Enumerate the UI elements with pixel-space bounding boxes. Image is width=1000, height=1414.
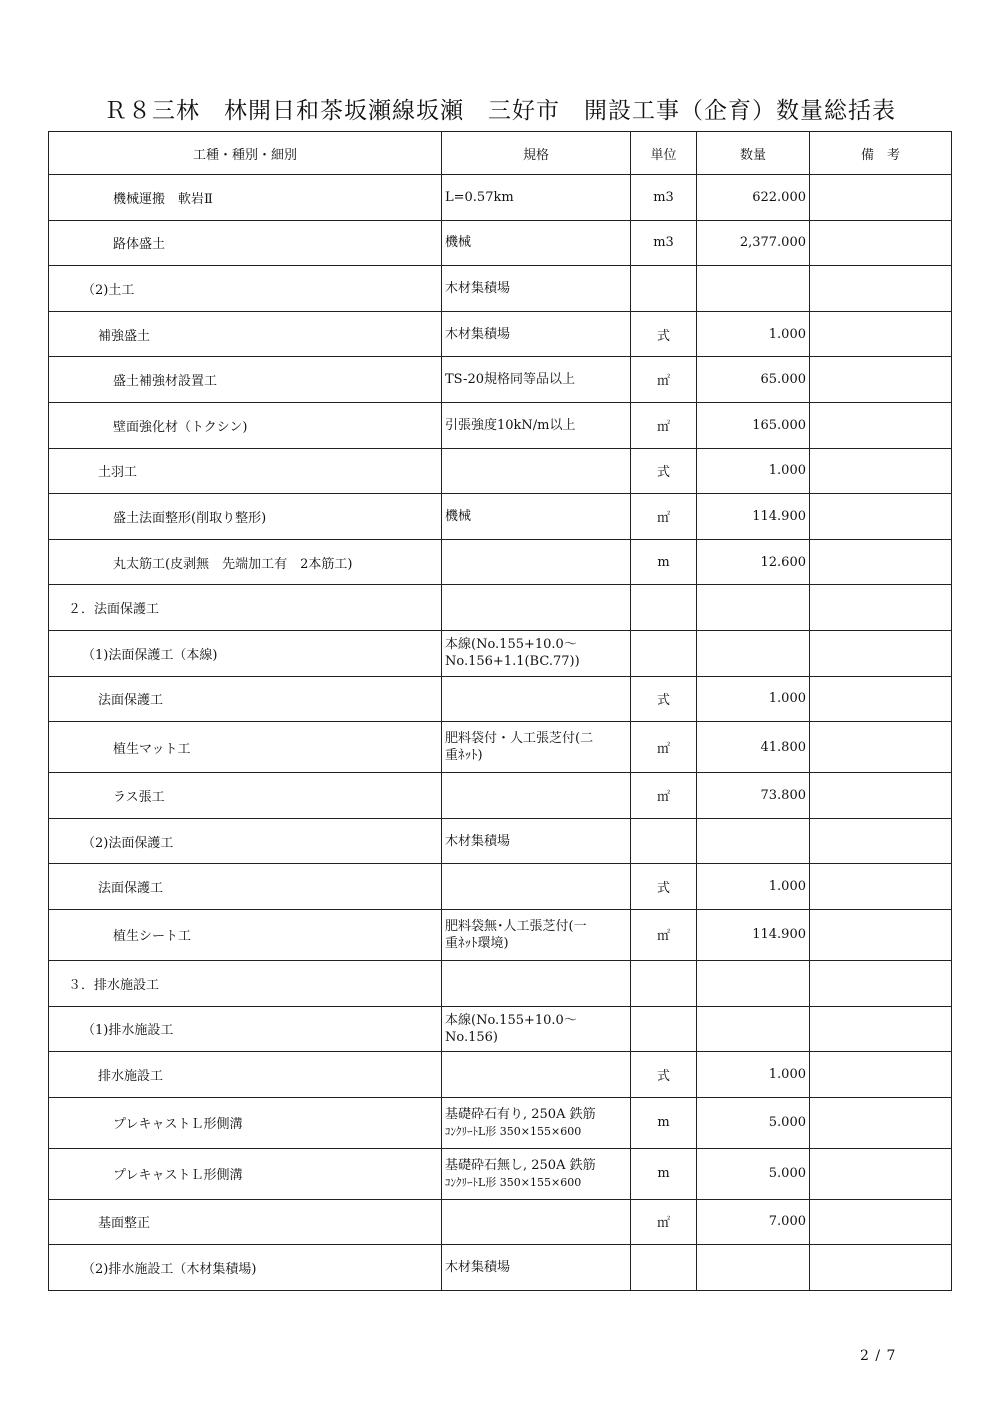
table-row [49,960,952,1006]
cell-name: 法面保護工 [49,676,442,722]
cell-note [810,1245,952,1291]
header-note: 備 考 [810,132,952,175]
header-spec: 規格 [442,132,631,175]
cell-unit [631,585,697,631]
cell-unit: ㎡ [631,357,697,403]
cell-name: 機械運搬 軟岩Ⅱ [49,175,442,221]
cell-quantity [697,585,810,631]
cell-spec [442,1245,631,1291]
cell-quantity: 7.000 [697,1199,810,1245]
cell-note [810,220,952,266]
cell-spec [442,175,631,221]
cell-note [810,1148,952,1199]
cell-quantity: 165.000 [697,402,810,448]
table-row [49,630,952,676]
table-row [49,175,952,221]
cell-note [810,864,952,910]
cell-spec [442,266,631,312]
cell-name: 植生シート工 [49,909,442,960]
cell-unit [631,266,697,312]
cell-note [810,448,952,494]
table-row [49,1199,952,1245]
cell-unit: 式 [631,448,697,494]
cell-quantity: 65.000 [697,357,810,403]
cell-spec-line2: 重ﾈｯﾄ) [445,748,483,764]
cell-quantity: 1.000 [697,864,810,910]
cell-name: （1)法面保護工（本線) [49,630,442,676]
cell-name: ラス張工 [49,773,442,819]
cell-spec-line2: No.156) [445,1029,498,1045]
cell-note [810,676,952,722]
table-row [49,357,952,403]
cell-unit: 式 [631,864,697,910]
page-title: Ｒ８三林 林開日和茶坂瀬線坂瀬 三好市 開設工事（企育）数量総括表 [104,98,896,124]
cell-spec [442,1097,631,1148]
cell-note [810,960,952,1006]
cell-unit: ㎡ [631,773,697,819]
cell-name: 法面保護工 [49,864,442,910]
table-row [49,676,952,722]
cell-spec [442,818,631,864]
table-row [49,818,952,864]
cell-name: ３．排水施設工 [49,960,442,1006]
table-row [49,773,952,819]
header-unit: 単位 [631,132,697,175]
cell-unit: ㎡ [631,494,697,540]
cell-spec [442,402,631,448]
cell-spec-line1: 本線(No.155+10.0～ [445,1012,577,1028]
table-row [49,402,952,448]
table-row [49,1052,952,1098]
cell-note [810,402,952,448]
table-row [49,864,952,910]
cell-spec [442,630,631,676]
cell-name: 排水施設工 [49,1052,442,1098]
cell-name: 土羽工 [49,448,442,494]
cell-spec-line1: 肥料袋付・人工張芝付(二 [445,731,594,747]
table-body [49,175,952,1291]
cell-name: 壁面強化材（トクシン) [49,402,442,448]
table-row [49,1245,952,1291]
cell-quantity: 1.000 [697,448,810,494]
cell-name: 路体盛土 [49,220,442,266]
cell-unit: m3 [631,175,697,221]
table-row [49,311,952,357]
cell-name: 丸太筋工(皮剥無 先端加工有 2本筋工) [49,539,442,585]
cell-spec-line1: 本線(No.155+10.0～ [445,637,577,653]
cell-name: ２．法面保護工 [49,585,442,631]
cell-note [810,1052,952,1098]
cell-note [810,630,952,676]
cell-quantity [697,1006,810,1052]
cell-spec-line1: 肥料袋無･人工張芝付(一 [445,918,587,934]
cell-spec-line1: 引張強度10kN/m以上 [445,417,576,433]
cell-quantity: 622.000 [697,175,810,221]
cell-spec [442,585,631,631]
cell-spec [442,1052,631,1098]
cell-quantity [697,630,810,676]
cell-unit [631,960,697,1006]
cell-quantity: 1.000 [697,311,810,357]
cell-name: 植生マット工 [49,722,442,773]
cell-quantity: 114.900 [697,909,810,960]
cell-quantity: 12.600 [697,539,810,585]
cell-quantity [697,1245,810,1291]
cell-note [810,722,952,773]
cell-spec-line1: 木材集積場 [445,326,511,342]
cell-note [810,909,952,960]
cell-quantity: 5.000 [697,1148,810,1199]
cell-quantity: 73.800 [697,773,810,819]
cell-unit: ㎡ [631,1199,697,1245]
table-header-row [49,132,952,175]
table-row [49,1097,952,1148]
table-row [49,220,952,266]
cell-spec [442,909,631,960]
header-name: 工種・種別・細別 [49,132,442,175]
cell-note [810,1006,952,1052]
cell-unit: m [631,539,697,585]
cell-note [810,585,952,631]
cell-name: （2)法面保護工 [49,818,442,864]
cell-spec-line1: 基礎砕石無し, 250A 鉄筋 [445,1157,596,1173]
cell-note [810,1199,952,1245]
cell-quantity: 5.000 [697,1097,810,1148]
cell-spec [442,1006,631,1052]
cell-spec [442,676,631,722]
cell-quantity [697,818,810,864]
cell-spec-line1: 機械 [445,508,472,524]
cell-spec [442,539,631,585]
cell-name: 補強盛土 [49,311,442,357]
cell-spec [442,494,631,540]
cell-name: （2)排水施設工（木材集積場) [49,1245,442,1291]
cell-spec-line1: TS-20規格同等品以上 [445,372,575,388]
cell-spec [442,311,631,357]
cell-note [810,494,952,540]
cell-spec [442,448,631,494]
cell-note [810,311,952,357]
cell-name: 盛土補強材設置工 [49,357,442,403]
page-number: 2 / 7 [860,1348,897,1364]
cell-quantity: 41.800 [697,722,810,773]
cell-note [810,539,952,585]
table-row [49,1006,952,1052]
table-row [49,909,952,960]
cell-unit: 式 [631,311,697,357]
cell-name: プレキャストＬ形側溝 [49,1097,442,1148]
cell-quantity [697,266,810,312]
cell-unit: 式 [631,1052,697,1098]
cell-note [810,175,952,221]
cell-unit [631,818,697,864]
cell-note [810,1097,952,1148]
table-row [49,448,952,494]
table-row [49,722,952,773]
cell-unit: m [631,1148,697,1199]
cell-note [810,773,952,819]
cell-spec [442,1148,631,1199]
cell-unit: 式 [631,676,697,722]
cell-unit: ㎡ [631,909,697,960]
cell-name: 基面整正 [49,1199,442,1245]
cell-name: （2)土工 [49,266,442,312]
cell-unit [631,1006,697,1052]
quantity-summary-table [48,131,952,1291]
cell-name: （1)排水施設工 [49,1006,442,1052]
cell-unit: ㎡ [631,722,697,773]
cell-spec-line1: 機械 [445,235,472,251]
cell-note [810,357,952,403]
cell-spec [442,773,631,819]
cell-quantity [697,960,810,1006]
header-qty: 数量 [697,132,810,175]
cell-note [810,818,952,864]
table-row [49,266,952,312]
cell-spec-line1: 基礎砕石有り, 250A 鉄筋 [445,1106,596,1122]
cell-note [810,266,952,312]
cell-spec-line1: 木材集積場 [445,280,511,296]
cell-spec-line1: 木材集積場 [445,1260,511,1276]
cell-quantity: 114.900 [697,494,810,540]
cell-spec [442,220,631,266]
cell-quantity: 2,377.000 [697,220,810,266]
cell-spec-line1: L=0.57km [445,189,514,205]
cell-spec-line2: ｺﾝｸﾘｰﾄL形 350×155×600 [445,1124,582,1138]
cell-unit: ㎡ [631,402,697,448]
table-row [49,585,952,631]
cell-unit [631,1245,697,1291]
cell-unit: m3 [631,220,697,266]
cell-name: プレキャストＬ形側溝 [49,1148,442,1199]
cell-spec-line1: 木材集積場 [445,833,511,849]
cell-spec-line2: ｺﾝｸﾘｰﾄL形 350×155×600 [445,1175,582,1189]
cell-name: 盛土法面整形(削取り整形) [49,494,442,540]
table-row [49,1148,952,1199]
cell-spec [442,357,631,403]
cell-unit [631,630,697,676]
cell-spec-line2: 重ﾈｯﾄ環境) [445,935,509,951]
cell-unit: m [631,1097,697,1148]
cell-spec [442,1199,631,1245]
cell-spec-line2: No.156+1.1(BC.77)) [445,654,580,670]
cell-spec [442,864,631,910]
cell-spec [442,722,631,773]
cell-spec [442,960,631,1006]
table-row [49,539,952,585]
cell-quantity: 1.000 [697,676,810,722]
table-row [49,494,952,540]
cell-quantity: 1.000 [697,1052,810,1098]
